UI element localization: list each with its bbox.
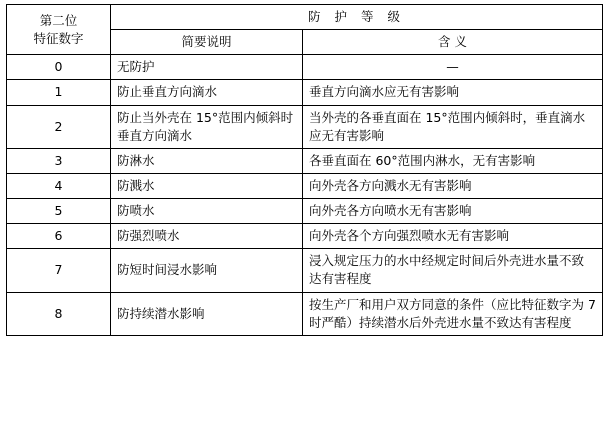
row-meaning: 垂直方向滴水应无有害影响 xyxy=(303,80,603,105)
header-meaning: 含 义 xyxy=(303,30,603,55)
table-row xyxy=(7,105,603,148)
row-meaning: 各垂直面在 60°范围内淋水，无有害影响 xyxy=(303,148,603,173)
row-brief: 防淋水 xyxy=(111,148,303,173)
table-row xyxy=(7,199,603,224)
row-brief: 防止垂直方向滴水 xyxy=(111,80,303,105)
row-meaning: 向外壳各方向溅水无有害影响 xyxy=(303,173,603,198)
row-brief: 防溅水 xyxy=(111,173,303,198)
row-brief: 无防护 xyxy=(111,55,303,80)
row-digit: 0 xyxy=(7,55,111,80)
table-row xyxy=(7,249,603,292)
row-meaning: 向外壳各方向喷水无有害影响 xyxy=(303,199,603,224)
row-brief: 防喷水 xyxy=(111,199,303,224)
table-row xyxy=(7,224,603,249)
header-second-digit-line2: 特征数字 xyxy=(33,30,84,46)
row-brief: 防短时间浸水影响 xyxy=(111,249,303,292)
row-digit: 8 xyxy=(7,292,111,335)
row-digit: 6 xyxy=(7,224,111,249)
header-second-digit-line1: 第二位 xyxy=(39,12,78,28)
row-meaning: — xyxy=(303,55,603,80)
header-brief-description: 简要说明 xyxy=(111,30,303,55)
row-brief: 防持续潜水影响 xyxy=(111,292,303,335)
table-row xyxy=(7,292,603,335)
table-row xyxy=(7,55,603,80)
table-body xyxy=(7,5,603,336)
header-second-digit xyxy=(7,5,111,55)
table-row xyxy=(7,173,603,198)
row-digit: 3 xyxy=(7,148,111,173)
row-digit: 7 xyxy=(7,249,111,292)
ip-protection-table xyxy=(6,4,603,336)
row-digit: 1 xyxy=(7,80,111,105)
row-meaning: 浸入规定压力的水中经规定时间后外壳进水量不致达有害程度 xyxy=(303,249,603,292)
row-digit: 5 xyxy=(7,199,111,224)
row-meaning: 按生产厂和用户双方同意的条件（应比特征数字为 7 时严酷）持续潜水后外壳进水量不致达有害程度 xyxy=(303,292,603,335)
row-digit: 2 xyxy=(7,105,111,148)
row-meaning: 向外壳各个方向强烈喷水无有害影响 xyxy=(303,224,603,249)
table-header-row-1 xyxy=(7,5,603,30)
header-protection-level: 防 护 等 级 xyxy=(111,5,603,30)
table-row xyxy=(7,80,603,105)
row-meaning: 当外壳的各垂直面在 15°范围内倾斜时，垂直滴水应无有害影响 xyxy=(303,105,603,148)
row-brief: 防强烈喷水 xyxy=(111,224,303,249)
row-brief: 防止当外壳在 15°范围内倾斜时垂直方向滴水 xyxy=(111,105,303,148)
row-digit: 4 xyxy=(7,173,111,198)
table-row xyxy=(7,148,603,173)
